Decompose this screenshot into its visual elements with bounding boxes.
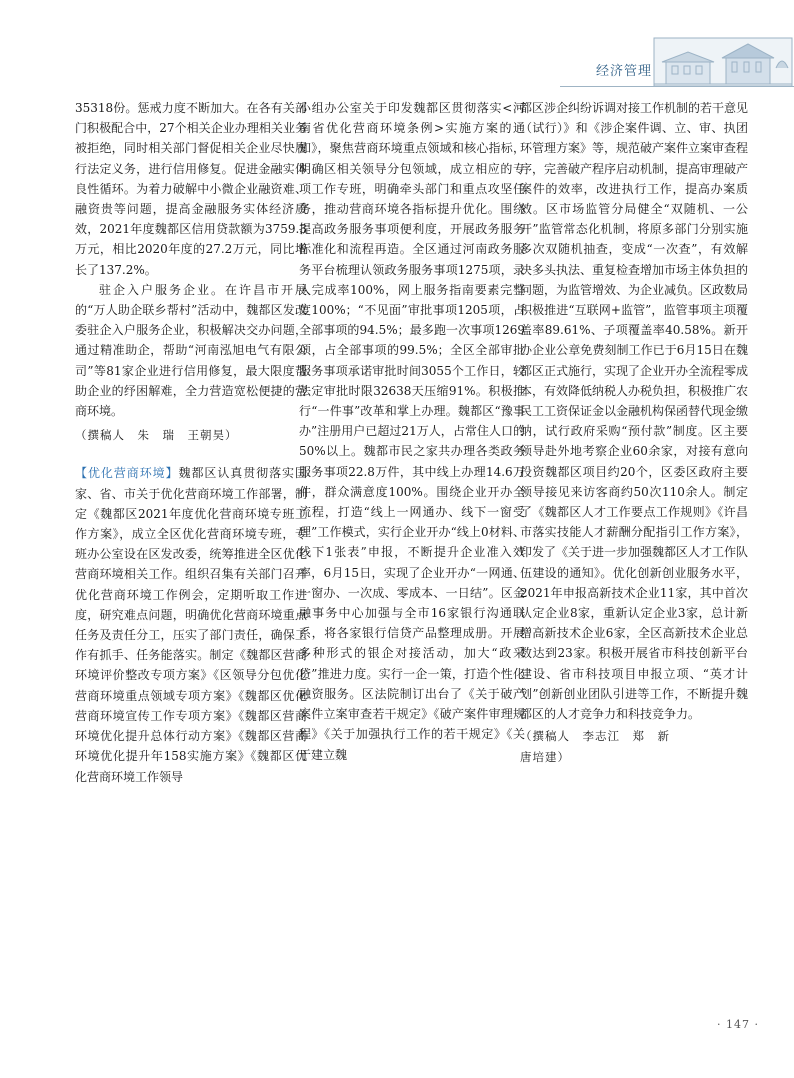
byline: （撰稿人 朱 瑞 王朝昊） bbox=[75, 428, 238, 443]
section-title: 经济管理 bbox=[596, 64, 653, 79]
building-illustration-icon bbox=[652, 28, 794, 88]
paragraph bbox=[75, 463, 307, 786]
column-3 bbox=[520, 98, 748, 767]
page-number: · 147 · bbox=[717, 1018, 759, 1031]
byline: （撰稿人 李志江 郑 新 bbox=[520, 729, 670, 744]
paragraph-text: 魏都区认真贯彻落实国家、省、市关于优化营商环境工作部署，制定《魏都区2021年度优化营商环境专班工作方案》，成立全区优化营商环境专班，专班办公室设在区发改委，统筹推进全区优化营商环境相关工作。组织召集有关部门召开优化营商环境工作例会，定期听取工作进度，研究难点问题，明确优化营商环境重点任务及责任分工，压实了部门责任，确保工作有抓手、任务能落实。制定《魏都区营商环境评价整改专项方案》《区领导分包优化营商环境重点领域专项方案》《魏都区优化营商环境宣传工作专项方案》《魏都区营商环境优化提升总体行动方案》《魏都区营商环境优化提升年158实施方案》《魏都区优化营商环境工作领导 bbox=[75, 466, 307, 784]
page-header bbox=[0, 0, 794, 100]
column-1 bbox=[75, 98, 307, 787]
paragraph: 驻企入户服务企业。在许昌市开展的“万人助企联乡帮村”活动中，魏都区发改委驻企入户服务企业，积极解决交办问题，通过精准助企，帮助“河南泓旭电气有限公司”等81家企业进行信用修复，最大限度帮助企业的纾困解难，全力营造宽松便捷的营商环境。 bbox=[75, 282, 307, 419]
section-label: 【优化营商环境】 bbox=[75, 466, 179, 481]
paragraph: 35318份。惩戒力度不断加大。在各有关部门积极配合中，27个相关企业办理相关业务被拒绝，同时相关部门督促相关企业尽快履行法定义务，进行信用修复。促进金融实体良性循环。为着力破解中小微企业融资难、融资贵等问题，提高金融服务实体经济质效，2021年度魏都区信用贷款额为3759.3万元，相比2020年度的27.2万元，同比增长了137.2%。 bbox=[75, 101, 307, 277]
paragraph: 小组办公室关于印发魏都区贯彻落实<河南省优化营商环境条例>实施方案的通知》，聚焦营商环境重点领域和核心指标，明确区相关领导分包领域，成立相应的专项工作专班，明确牵头部门和重点攻坚任务，推动营商环境各指标提升优化。围绕提高政务服务事项便利度，开展政务服务标准化和流程再造。全区通过河南政务服务平台梳理认领政务服务事项1275项，录入完成率100%，网上服务指南要素完整度100%；“不见面”审批事项1205项，占全部事项的94.5%；最多跑一次事项1269项，占全部事项的99.5%；全区全部审批服务事项承诺审批时间3055个工作日，较法定审批时限32638天压缩91%。积极推行“一件事”改革和掌上办理。魏都区“豫事办”注册用户已超过21万人，占常住人口的50%以上。魏都市民之家共办理各类政务服务事项22.8万件，其中线上办理14.6万件，群众满意度100%。围绕企业开办全流程，打造“线上一网通办、线下一窗受理”工作模式，实行企业开办“线上0材料、线下1张表”申报，不断提升企业准入效率，6月15日，实现了企业开办“一网通、一窗办、一次成、零成本、一日结”。区金融事务中心加强与全市16家银行沟通联系，将各家银行信贷产品整理成册。开展多种形式的银企对接活动，加大“政采贷”推进力度。实行一企一策，打造个性化融资服务。区法院制订出台了《关于破产案件立案审查若干规定》《破产案件审理规程》《关于加强执行工作的若干规定》《关于建立魏 bbox=[299, 101, 525, 762]
paragraph: 都区涉企纠纷诉调对接工作机制的若干意见（试行）》和《涉企案件调、立、审、执团环管理方案》等，规范破产案件立案审查程序，完善破产程序启动机制，提高审理破产案件的效率，改进执行工作，提高办案质效。区市场监管分局健全“双随机、一公开”监管常态化机制，将原多部门分别实施多次双随机抽查，变成“一次查”，有效解决多头执法、重复检查增加市场主体负担的问题，为监管增效、为企业减负。区政数局积极推进“互联网+监管”，监管事项主项覆盖率89.61%、子项覆盖率40.58%。新开办企业公章免费刻制工作已于6月15日在魏都区正式施行，实现了企业开办全流程零成本，有效降低纳税人办税负担，积极推广农民工工资保证金以金融机构保函替代现金缴纳，试行政府采购“预付款”制度。区主要领导赴外地考察企业60余家，对接有意向投资魏都区项目约20个，区委区政府主要领导接见来访客商约50次110余人。制定了《魏都区人才工作要点工作规则》《许昌市落实技能人才薪酬分配指引工作方案》，印发了《关于进一步加强魏都区人才工作队伍建设的通知》。优化创新创业服务水平，2021年申报高新技术企业11家，其中首次认定企业8家，重新认定企业3家，总计新增高新技术企业6家，全区高新技术企业总数达到23家。积极开展省市科技创新平台建设、省市科技项目申报立项、“英才计划”创新创业团队引进等工作，不断提升魏都区的人才竞争力和科技竞争力。 bbox=[520, 101, 749, 722]
byline: 唐培建） bbox=[520, 749, 570, 764]
column-2 bbox=[299, 98, 525, 765]
